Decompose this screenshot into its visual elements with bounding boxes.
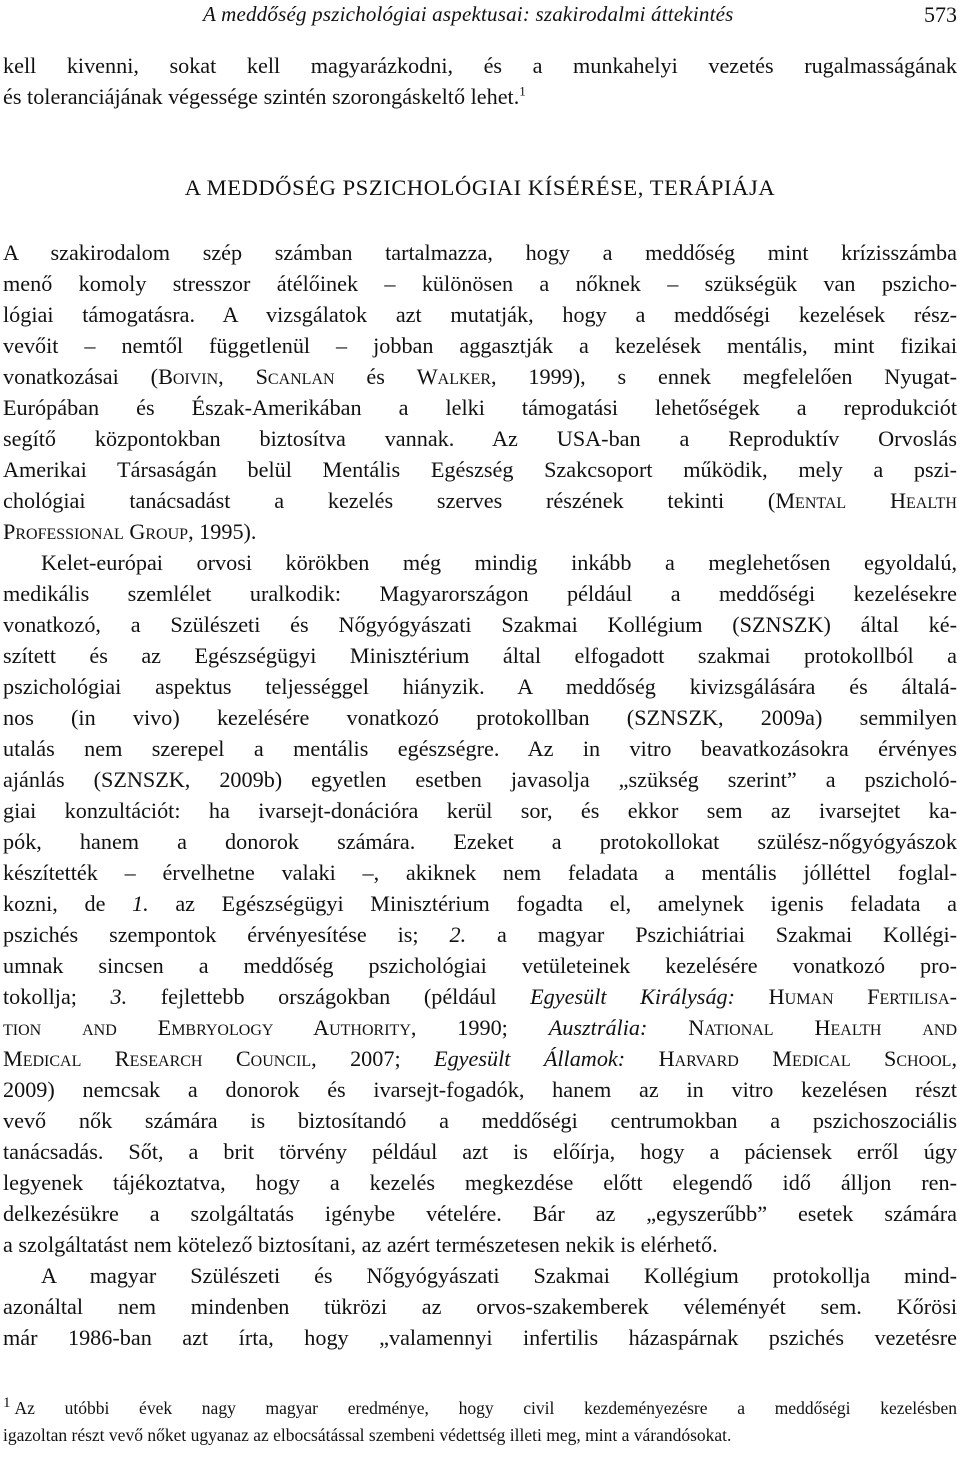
citation-author: Walker — [416, 364, 492, 389]
text-line: tokollja; 3. fejlettebb országokban (például Egyesült Királyság: Human Fertilisa- — [3, 984, 957, 1009]
page-number: 573 — [924, 2, 957, 27]
citation-org: Human Fertilisa- — [735, 984, 957, 1009]
text-line: lógiai támogatásra. A vizsgálatok azt mutatják, hogy a meddőségi kezelések rész- — [3, 302, 957, 327]
text-line: Professional Group, 1995). — [3, 519, 257, 544]
citation-authors: Boivin, Scanlan — [158, 364, 335, 389]
section-heading: A MEDDŐSÉG PSZICHOLÓGIAI KÍSÉRÉSE, TERÁPIÁJA — [184, 175, 776, 200]
citation-org: tion and Embryology Authority — [3, 1015, 411, 1040]
text-line: A magyar Szülészeti és Nőgyógyászati Szakmai Kollégium protokollja mind- — [41, 1263, 957, 1288]
list-number: 3. — [110, 984, 128, 1009]
text-line: chológiai tanácsadást a kezelés szerves részének tekinti (Mental Health — [3, 488, 957, 513]
text-line: tanácsadás. Sőt, a brit törvény például azt is előírja, hogy a páciensek erről úgy — [3, 1139, 957, 1164]
text-line: legyenek tájékoztatva, hogy a kezelés megkezdése előtt elegendő idő álljon ren- — [3, 1170, 957, 1195]
citation-org: Mental Health — [775, 488, 957, 513]
country-label: Egyesült Királyság: — [530, 984, 736, 1009]
text-line: Európában és Észak-Amerikában a lelki támogatási lehetőségek a reprodukciót — [3, 395, 957, 420]
document-page — [3, 0, 957, 1460]
text-line: menő komoly stresszor átélőinek – különösen a nőknek – szükségük van pszicho- — [3, 271, 957, 296]
text-line: ajánlás (SZNSZK, 2009b) egyetlen esetben javasolja „szükség szerint” a pszicholó- — [3, 767, 957, 792]
text-line: pszichés szempontok érvényesítése is; 2. a magyar Pszichiátriai Szakmai Kollégi- — [3, 922, 957, 947]
text-line: azonáltal nem mindenben tükrözi az orvos-szakemberek véleményét sem. Kőrösi — [3, 1294, 957, 1319]
citation-org: National Health and — [647, 1015, 957, 1040]
footnote-line: igazoltan részt vevő nőket ugyanaz az elbocsátással szembeni védettség illeti meg, mint a várandósokat. — [3, 1425, 732, 1445]
text-line: tion and Embryology Authority, 1990; Ausztrália: National Health and — [3, 1015, 957, 1040]
text-line: készítették – érvelhetne valaki –, akiknek nem feladata a mentális jólléttel foglal- — [3, 860, 957, 885]
text-line: vevő nők számára is biztosítandó a meddőségi centrumokban a pszichoszociális — [3, 1108, 957, 1133]
running-title: A meddőség pszichológiai aspektusai: szakirodalmi áttekintés — [203, 2, 734, 26]
text-line: segítő központokban biztosítva vannak. Az USA-ban a Reproduktív Orvoslás — [3, 426, 957, 451]
text-line: vonatkozásai (Boivin, Scanlan és Walker, 1999), s ennek megfelelően Nyugat- — [3, 364, 957, 389]
running-head — [3, 2, 957, 32]
country-label: Egyesült Államok: — [434, 1046, 626, 1071]
text-line: vevőit – nemtől függetlenül – jobban aggasztják a kezelések mentális, mint fizikai — [3, 333, 957, 358]
text-line: A szakirodalom szép számban tartalmazza, hogy a meddőség mint krízisszámba — [3, 240, 957, 265]
text-line: Kelet-európai orvosi körökben még mindig inkább a meglehetősen egyoldalú, — [41, 550, 957, 575]
list-number: 1. — [132, 891, 149, 916]
footnote: 1 Az utóbbi évek nagy magyar eredménye, hogy civil kezdeményezésre a meddőségi kezelésben — [3, 1395, 957, 1418]
text-line: szített és az Egészségügyi Minisztérium által elfogadott szakmai protokollból a — [3, 643, 957, 668]
citation-org: Medical Research Council — [3, 1046, 312, 1071]
text-line: pszichológiai aspektus teljességgel hiányzik. A meddőség kivizsgálására és általá- — [3, 674, 957, 699]
text-line: utalás nem szerepel a mentális egészségre. Az in vitro beavatkozásokra érvényes — [3, 736, 957, 761]
citation-org: Harvard Medical School — [625, 1046, 952, 1071]
text-line: delkezésükre a szolgáltatás igénybe vételére. Bár az „egyszerűbb” esetek számára — [3, 1201, 957, 1226]
footnote-ref[interactable]: 1 — [519, 83, 526, 99]
list-number: 2. — [449, 922, 467, 947]
text-line: kell kivenni, sokat kell magyarázkodni, és a munkahelyi vezetés rugalmasságának — [3, 53, 957, 78]
footnote-number: 1 — [3, 1395, 11, 1412]
text-line: pók, hanem a donorok számára. Ezeket a protokollokat szülész-nőgyógyászok — [3, 829, 957, 854]
text-line: vonatkozó, a Szülészeti és Nőgyógyászati Szakmai Kollégium (SZNSZK) által ké- — [3, 612, 957, 637]
text-line: Amerikai Társaságán belül Mentális Egészség Szakcsoport működik, mely a pszi- — [3, 457, 957, 482]
text-line: Medical Research Council, 2007; Egyesült Államok: Harvard Medical School, — [3, 1046, 957, 1071]
text-line: giai konzultációt: ha ivarsejt-donációra kerül sor, és ekkor sem az ivarsejtet ka- — [3, 798, 957, 823]
text-line: medikális szemlélet uralkodik: Magyarországon például a meddőségi kezelésekre — [3, 581, 957, 606]
text-line: 2009) nemcsak a donorok és ivarsejt-fogadók, hanem az in vitro kezelésen részt — [3, 1077, 957, 1102]
citation-org: Professional Group — [3, 519, 189, 544]
text-line: umnak sincsen a meddőség pszichológiai vetületeinek kezelésére vonatkozó pro- — [3, 953, 957, 978]
text-line: és toleranciájának végessége szintén szorongáskeltő lehet.$^1$ — [3, 83, 526, 109]
text-line: a szolgáltatást nem kötelező biztosítani, az azért természetesen nekik is elérhető. — [3, 1232, 718, 1257]
text-line: már 1986-ban azt írta, hogy „valamennyi infertilis házaspárnak pszichés vezetésre — [3, 1325, 957, 1350]
text-line: nos (in vivo) kezelésére vonatkozó protokollban (SZNSZK, 2009a) semmilyen — [3, 705, 957, 730]
country-label: Ausztrália: — [548, 1015, 648, 1040]
text-line: kozni, de 1. az Egészségügyi Minisztérium fogadta el, amelynek igenis feladata a — [3, 891, 957, 916]
